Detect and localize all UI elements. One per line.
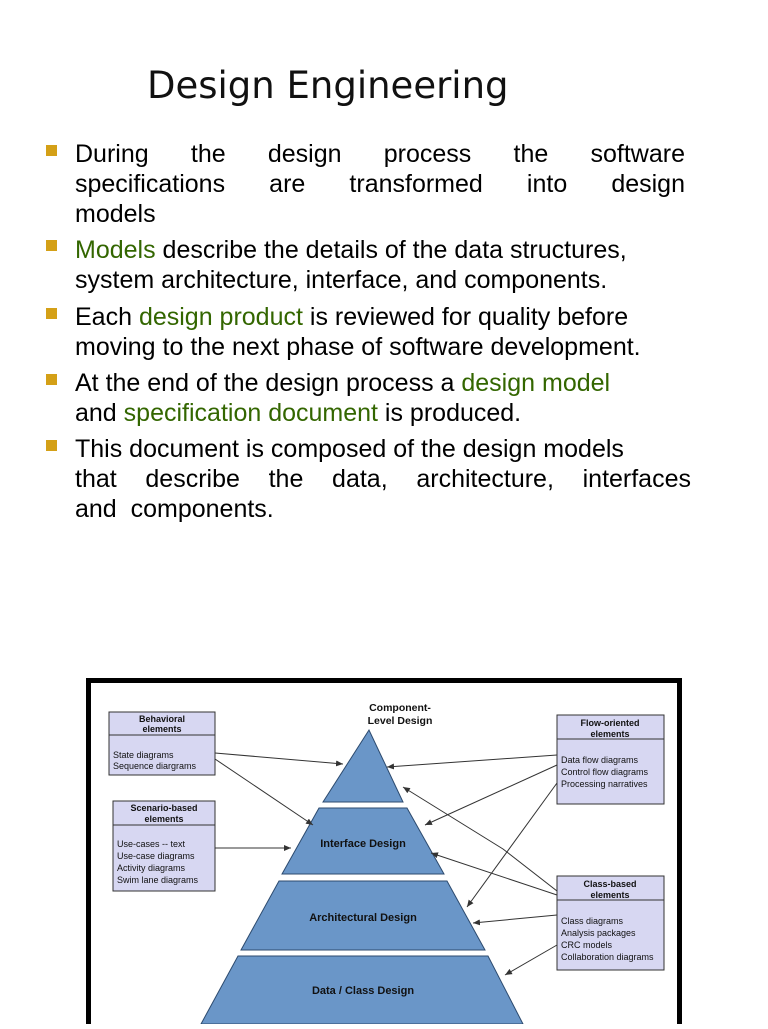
scenario-item: Swim lane diagrams — [117, 875, 199, 885]
bullet-5-line-2: that describe the data, architecture, interfaces — [75, 465, 691, 493]
architectural-design-label: Architectural Design — [309, 912, 417, 924]
behavioral-item: Sequence diargrams — [113, 761, 197, 771]
scenario-based-elements-box — [113, 801, 215, 891]
bullet-5-line-3: and components. — [75, 495, 274, 523]
behavioral-item: State diagrams — [113, 750, 174, 760]
class-title-2: elements — [590, 890, 630, 900]
data-class-design-label: Data / Class Design — [311, 985, 415, 997]
bullet-marker — [46, 440, 57, 451]
arrow-class-to-data — [505, 945, 557, 975]
bullet-2-line-1: Models describe the details of the data structures, — [75, 236, 627, 264]
scenario-title-1: Scenario-based — [130, 803, 198, 813]
flow-item: Processing narratives — [561, 779, 648, 789]
pyramid-component-level — [323, 730, 403, 802]
scenario-item: Activity diagrams — [117, 863, 186, 873]
highlight-models: Models — [75, 236, 156, 264]
arrow-class-to-component — [403, 787, 557, 891]
component-level-label-2: Level Design — [367, 715, 433, 727]
arrow-flow-to-architectural — [467, 783, 557, 907]
class-item: Analysis packages — [561, 928, 636, 938]
bullet-3-line-1: Each design product is reviewed for quality before — [75, 303, 629, 331]
bullet-marker — [46, 145, 57, 156]
flow-oriented-elements-box — [557, 715, 664, 804]
bullet-1-line-3: models — [75, 200, 156, 228]
scenario-item: Use-case diagrams — [117, 851, 195, 861]
bullet-1-line-1: During the design process the software — [75, 140, 685, 168]
class-item: CRC models — [561, 940, 613, 950]
arrow-behavioral-to-component — [215, 753, 343, 764]
bullet-1-line-2: specifications are transformed into design — [75, 170, 685, 198]
class-title-1: Class-based — [583, 879, 637, 889]
bullet-2-line-2: system architecture, interface, and components. — [75, 266, 608, 294]
flow-item: Control flow diagrams — [561, 767, 649, 777]
flow-title-1: Flow-oriented — [580, 718, 640, 728]
arrow-flow-to-component — [387, 755, 557, 767]
arrow-class-to-architectural — [473, 915, 557, 923]
bullet-4-line-1: At the end of the design process a design model — [75, 369, 611, 397]
flow-item: Data flow diagrams — [561, 755, 639, 765]
scenario-title-2: elements — [144, 814, 184, 824]
highlight-design-product: design product — [138, 303, 303, 331]
diagram-svg — [91, 683, 677, 1024]
arrow-flow-to-interface — [425, 765, 557, 825]
bullet-3-line-2: moving to the next phase of software development. — [75, 333, 641, 361]
behavioral-title-1: Behavioral — [138, 714, 186, 724]
highlight-specification-document: specification document — [123, 399, 378, 427]
behavioral-title-2: elements — [142, 724, 182, 734]
class-item: Class diagrams — [561, 916, 624, 926]
class-item: Collaboration diagrams — [561, 952, 654, 962]
slide-title: Design Engineering — [147, 64, 509, 107]
bullet-marker — [46, 374, 57, 385]
bullet-marker — [46, 240, 57, 251]
behavioral-elements-box — [109, 712, 215, 775]
bullet-4-line-2: and specification document is produced. — [75, 399, 522, 427]
scenario-item: Use-cases -- text — [117, 839, 186, 849]
highlight-design-model: design model — [461, 369, 611, 397]
bullet-5-line-1: This document is composed of the design models — [75, 435, 624, 463]
flow-title-2: elements — [590, 729, 630, 739]
component-level-label-1: Component- — [369, 702, 431, 714]
design-model-diagram — [86, 678, 682, 1024]
interface-design-label: Interface Design — [320, 838, 406, 850]
arrow-behavioral-to-interface — [215, 759, 313, 825]
bullet-marker — [46, 308, 57, 319]
class-based-elements-box — [557, 876, 664, 970]
